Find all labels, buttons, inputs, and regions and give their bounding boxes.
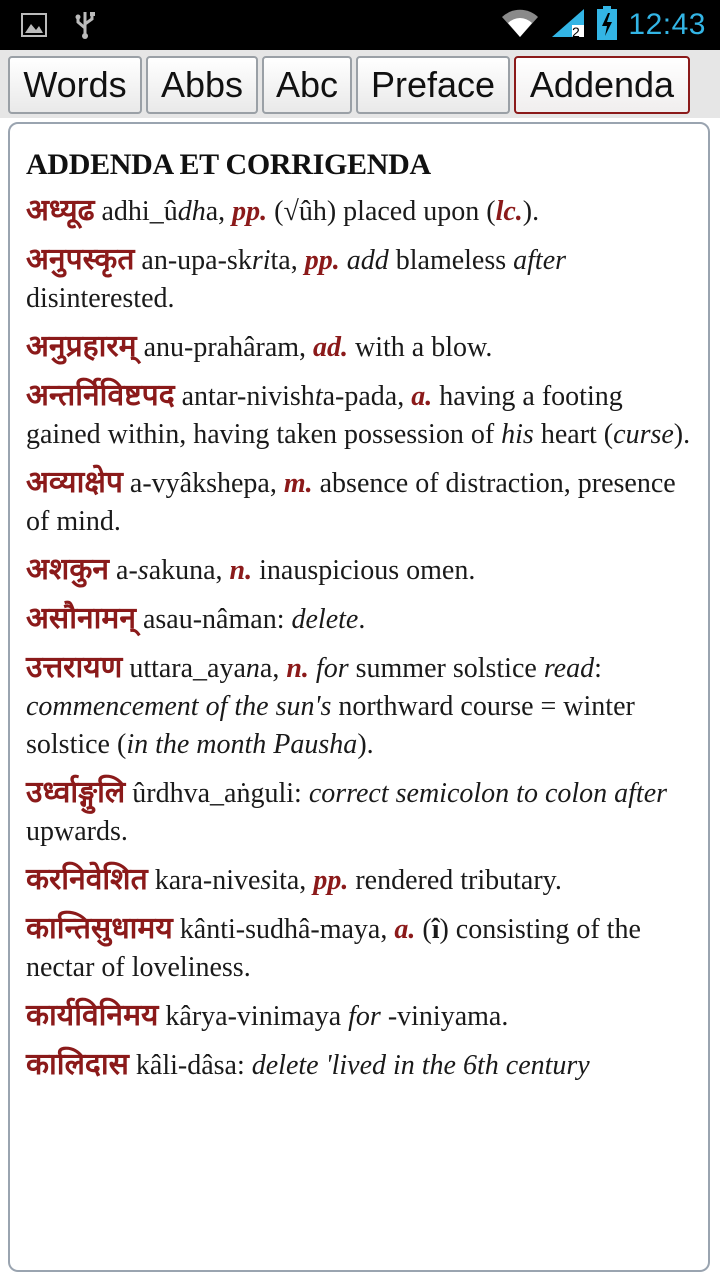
entry-text: s [260,865,272,896]
entry-text: curse [613,419,674,450]
list-item [26,328,692,367]
battery-icon [596,5,618,46]
entry-text: for [348,1001,381,1032]
list-item [26,377,692,454]
entry-text: s [137,555,149,586]
entry-text: ). [673,419,691,450]
entry-text: n [245,653,260,684]
headword[interactable]: कालिदास [26,1047,129,1082]
entry-text: a-vyâkshepa, [122,468,284,499]
grammar-label: pp. [304,245,340,276]
headword[interactable]: कार्यविनिमय [26,998,159,1033]
entry-text: having a footing gained within, having taken possession of [26,381,623,450]
entry-text: (√ûh) placed upon ( [267,196,496,227]
wifi-icon [500,7,540,44]
entry-text: : [594,653,602,684]
headword[interactable]: करनिवेशित [26,862,148,897]
entry-text: after [513,245,567,276]
entry-text: kânti-sudhâ-maya, [172,914,395,945]
grammar-label: pp. [232,196,268,227]
list-item [26,192,692,231]
list-item [26,241,692,318]
entry-text: adhi_û [94,196,178,227]
entry-text: ). [357,729,374,760]
grammar-label: n. [229,555,253,586]
entry-text [309,653,316,684]
entry-text: a, [205,196,233,227]
entry-text: an-upa-sk [134,245,252,276]
entry-text: disinterested. [26,283,175,314]
entry-text: ). [522,196,540,227]
list-item [26,861,692,900]
list-item [26,774,692,851]
entry-text: absence of distraction, presence of mind. [26,468,676,537]
tab-abc[interactable]: Abc [262,56,352,114]
entry-text: anu-prahâram, [136,332,314,363]
headword[interactable]: अन्तर्निविष्टपद [26,378,175,413]
entry-text: ri [251,245,271,276]
entry-text: for [315,653,349,684]
page-title: ADDENDA ET CORRIGENDA [26,148,431,181]
entry-text: ta, [270,245,305,276]
entry-text: ita, [271,865,314,896]
entry-text: inauspicious omen. [252,555,476,586]
entry-text: dh [177,196,206,227]
headword[interactable]: अशकुन [26,552,110,587]
clock: 12:43 [628,8,706,41]
entry-text: northward course = winter solstice ( [26,691,635,760]
entry-text: delete 'lived in the 6th century [251,1050,590,1081]
list-item [26,997,692,1036]
entry-text: t [314,381,323,412]
tab-bar [0,50,720,118]
entry-text: with a blow. [348,332,493,363]
list-item [26,464,692,541]
headword[interactable]: उत्तरायण [26,650,123,685]
entry-text: heart ( [533,419,614,450]
signal-icon [550,7,586,44]
entry-text: a-pada, [322,381,412,412]
grammar-label: m. [283,468,313,499]
list-item [26,910,692,987]
entry-text: kârya-vinimaya [158,1001,349,1032]
entry-text: upwards. [26,816,128,847]
entry-text: ) consisting of the nectar of loveliness. [26,914,641,983]
entry-text: î [431,914,440,945]
entry-text: rendered tributary. [348,865,562,896]
entry-text: kara-nive [147,865,261,896]
headword[interactable]: उर्ध्वाङ्गुलि [26,775,126,810]
entry-text [340,245,347,276]
image-icon [20,12,48,43]
tab-addenda[interactable]: Addenda [514,56,690,114]
headword[interactable]: कान्तिसुधामय [26,911,173,946]
grammar-label: lc. [495,196,523,227]
entry-text: commencement of the sun's [26,691,332,722]
entry-text: his [501,419,534,450]
entry-text: summer solstice [348,653,544,684]
grammar-label: n. [286,653,309,684]
grammar-label: a. [411,381,433,412]
entry-text: akuna, [148,555,230,586]
headword[interactable]: अनुप्रहारम् [26,329,137,364]
usb-icon [74,10,96,45]
grammar-label: a. [394,914,416,945]
entry-text: uttara_aya [122,653,246,684]
headword[interactable]: अव्याक्षेप [26,465,123,500]
entry-text: a, [259,653,287,684]
list-item [26,649,692,764]
tab-abbs[interactable]: Abbs [146,56,258,114]
entry-text: add [346,245,389,276]
entry-text: ûrdhva_aṅguli: [125,778,309,809]
list-item [26,551,692,590]
entry-text: kâli-dâsa: [128,1050,252,1081]
svg-text:2: 2 [572,23,581,39]
headword[interactable]: अनुपस्कृत [26,242,135,277]
entry-text: antar-nivish [174,381,315,412]
entry-text: asau-nâman: [135,604,292,635]
status-bar [0,0,720,50]
entry-text: a- [109,555,138,586]
grammar-label: pp. [313,865,349,896]
headword[interactable]: अध्यूढ [26,193,95,228]
entry-text: read [543,653,595,684]
tab-preface[interactable]: Preface [356,56,510,114]
entry-text: blameless [388,245,514,276]
entry-text: in the month Pausha [126,729,358,760]
list-item [26,600,692,639]
entry-text: correct semicolon to colon after [308,778,668,809]
content-panel[interactable] [8,122,710,1272]
tab-words[interactable]: Words [8,56,142,114]
entry-text: delete [291,604,359,635]
list-item [26,1046,692,1085]
entry-text: -viniyama. [380,1001,509,1032]
entry-text: . [358,604,366,635]
headword[interactable]: असौनामन् [26,601,136,636]
entry-text: ( [415,914,432,945]
grammar-label: ad. [313,332,349,363]
